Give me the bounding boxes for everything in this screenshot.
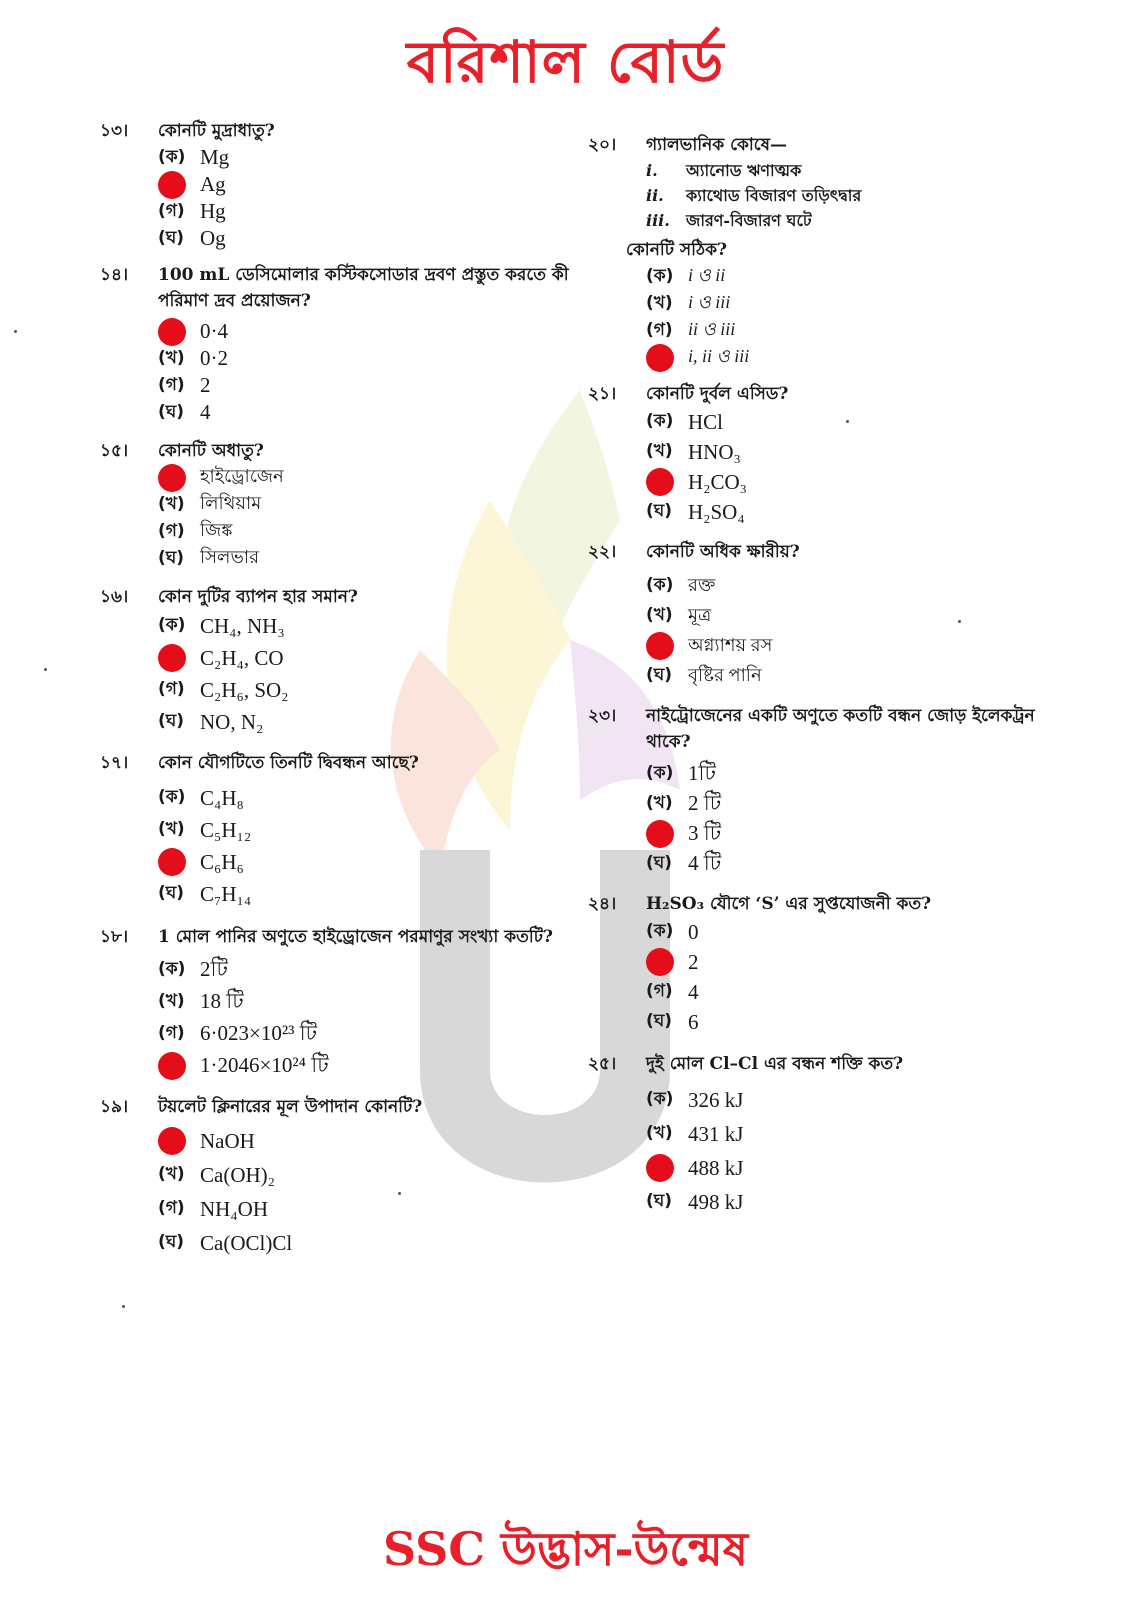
option: (খ) i ও iii — [646, 292, 731, 313]
option: (খ) 18 টি — [158, 988, 244, 1013]
question-number: ১৩। — [100, 121, 129, 141]
option: (ঘ) বৃষ্টির পানি — [646, 664, 762, 685]
option: (ক) CH₄, NH₃ — [158, 613, 285, 638]
statement: ii. ক্যাথোড বিজারণ তড়িৎদ্বার — [646, 186, 862, 205]
question-text: গ্যালভানিক কোষে— — [646, 135, 788, 155]
option: (ক) 1টি — [646, 760, 716, 785]
question-22 — [588, 539, 1038, 691]
correct-answer-icon — [646, 344, 674, 372]
right-column — [588, 132, 1038, 1229]
question-number: ১৫। — [100, 441, 129, 461]
option: (খ) 431 kJ — [646, 1121, 744, 1146]
question-15 — [100, 438, 580, 572]
correct-answer-icon — [158, 464, 186, 492]
option-correct: C₆H₆ — [158, 846, 580, 878]
option: (গ) 4 — [646, 979, 699, 1004]
option: (ঘ) 498 kJ — [646, 1189, 744, 1214]
correct-answer-icon — [158, 848, 186, 876]
option: (ক) 326 kJ — [646, 1087, 744, 1112]
question-number: ২২। — [588, 542, 617, 562]
option: (ক) রক্ত — [646, 574, 716, 595]
page-title: বরিশাল বোর্ড — [406, 28, 725, 96]
correct-answer-icon — [158, 171, 186, 199]
question-14 — [100, 262, 580, 426]
option: (গ) 6·023×10²³ টি — [158, 1020, 318, 1045]
question-text: কোনটি মুদ্রাধাতু? — [158, 121, 275, 141]
option: (ক) i ও ii — [646, 265, 726, 286]
question-text: কোন দুটির ব্যাপন হার সমান? — [158, 587, 358, 607]
question-25 — [588, 1051, 1038, 1219]
question-number: ১৬। — [100, 587, 129, 607]
option-correct: 3 টি — [646, 819, 1038, 849]
question-24 — [588, 891, 1038, 1037]
question-text: টয়লেট ক্লিনারের মূল উপাদান কোনটি? — [158, 1097, 423, 1117]
option: (গ) 2 — [158, 373, 211, 397]
option: (ঘ) NO, N₂ — [158, 709, 264, 734]
question-text: কোন যৌগটিতে তিনটি দ্বিবন্ধন আছে? — [158, 753, 419, 773]
option-correct: i, ii ও iii — [646, 344, 1038, 371]
option: (খ) C₅H₁₂ — [158, 817, 252, 842]
option: (খ) 0·2 — [158, 346, 228, 370]
correct-answer-icon — [158, 1127, 186, 1155]
question-number: ২০। — [588, 135, 617, 155]
correct-answer-icon — [158, 644, 186, 672]
option: (গ) ii ও iii — [646, 319, 736, 340]
question-text: H₂SO₃ যৌগে ‘S’ এর সুপ্তযোজনী কত? — [646, 894, 932, 914]
question-text: কোনটি অধিক ক্ষারীয়? — [646, 542, 800, 562]
option: (খ) HNO₃ — [646, 439, 741, 464]
correct-answer-icon — [646, 632, 674, 660]
correct-answer-icon — [646, 820, 674, 848]
question-number: ২৫। — [588, 1054, 617, 1074]
option-correct: অগ্ন্যাশয় রস — [646, 631, 1038, 661]
question-number: ১৪। — [100, 265, 129, 285]
scan-speck — [14, 330, 17, 333]
option: (ঘ) 4 টি — [646, 850, 722, 875]
option: (গ) C₂H₆, SO₂ — [158, 677, 289, 702]
option: (ঘ) Og — [158, 226, 226, 250]
statement: i. অ্যানোড ঋণাত্মক — [646, 161, 802, 180]
option: (খ) Ca(OH)₂ — [158, 1162, 275, 1187]
scan-speck — [398, 1192, 401, 1195]
option: (গ) NH₄OH — [158, 1196, 268, 1221]
question-21 — [588, 381, 1038, 527]
question-17 — [100, 750, 580, 910]
correct-answer-icon — [646, 948, 674, 976]
option: (গ) জিঙ্ক — [158, 520, 233, 541]
option: (ক) 2টি — [158, 956, 228, 981]
correct-answer-icon — [646, 1154, 674, 1182]
scan-speck — [44, 668, 47, 671]
option: (ঘ) Ca(OCl)Cl — [158, 1230, 293, 1255]
option-correct: Ag — [158, 171, 580, 198]
option-correct: হাইড্রোজেন — [158, 464, 580, 491]
correct-answer-icon — [158, 1052, 186, 1080]
option-correct: 488 kJ — [646, 1151, 1038, 1185]
left-column — [100, 118, 580, 1270]
option-correct: H₂CO₃ — [646, 467, 1038, 497]
option-correct: NaOH — [158, 1124, 580, 1158]
question-16 — [100, 584, 580, 738]
option: (ক) HCl — [646, 409, 724, 434]
option: (ক) C₄H₈ — [158, 785, 244, 810]
scan-speck — [958, 620, 961, 623]
footer-title: SSC উদ্ভাস-উন্মেষ — [382, 1522, 749, 1576]
option: (ঘ) H₂SO₄ — [646, 499, 745, 524]
question-text: দুই মোল Cl–Cl এর বন্ধন শক্তি কত? — [646, 1054, 904, 1074]
option: (খ) মূত্র — [646, 604, 712, 625]
question-number: ১৯। — [100, 1097, 129, 1117]
question-text: 1 মোল পানির অণুতে হাইড্রোজেন পরমাণুর সংখ্যা কতটি? — [158, 927, 553, 947]
question-text: কোনটি অধাতু? — [158, 441, 264, 461]
scan-speck — [122, 1305, 125, 1308]
option-correct: 2 — [646, 947, 1038, 977]
question-number: ১৭। — [100, 753, 129, 773]
scan-speck — [846, 420, 849, 423]
option: (ঘ) C₇H₁₄ — [158, 881, 252, 906]
question-text: কোনটি দুর্বল এসিড? — [646, 384, 789, 404]
question-number: ২৪। — [588, 894, 617, 914]
correct-answer-icon — [158, 318, 186, 346]
question-number: ২৩। — [588, 706, 617, 726]
question-23 — [588, 703, 1038, 879]
option: (ক) Mg — [158, 145, 230, 169]
statement: iii. জারণ-বিজারণ ঘটে — [646, 211, 812, 230]
question-number: ২১। — [588, 384, 617, 404]
option: (ক) 0 — [646, 919, 699, 944]
option: (ঘ) 6 — [646, 1009, 699, 1034]
question-13 — [100, 118, 580, 252]
option-correct: 1·2046×10²⁴ টি — [158, 1050, 580, 1082]
question-text: 100 mL ডেসিমোলার কস্টিকসোডার দ্রবণ প্রস্তুত করতে কী পরিমাণ দ্রব প্রয়োজন? — [158, 265, 569, 311]
option-correct: C₂H₄, CO — [158, 642, 580, 674]
question-number: ১৮। — [100, 927, 129, 947]
question-18 — [100, 924, 580, 1082]
question-19 — [100, 1094, 580, 1260]
option-correct: 0·4 — [158, 318, 580, 345]
option: (গ) Hg — [158, 199, 226, 223]
option: (খ) লিথিয়াম — [158, 493, 262, 514]
option: (ঘ) সিলভার — [158, 547, 259, 568]
option: (ঘ) 4 — [158, 400, 211, 424]
question-20 — [588, 132, 1038, 371]
correct-answer-icon — [646, 468, 674, 496]
option: (খ) 2 টি — [646, 790, 722, 815]
question-subprompt: কোনটি সঠিক? — [626, 240, 727, 260]
question-text: নাইট্রোজেনের একটি অণুতে কতটি বন্ধন জোড় ইলেকট্রন থাকে? — [646, 706, 1035, 752]
